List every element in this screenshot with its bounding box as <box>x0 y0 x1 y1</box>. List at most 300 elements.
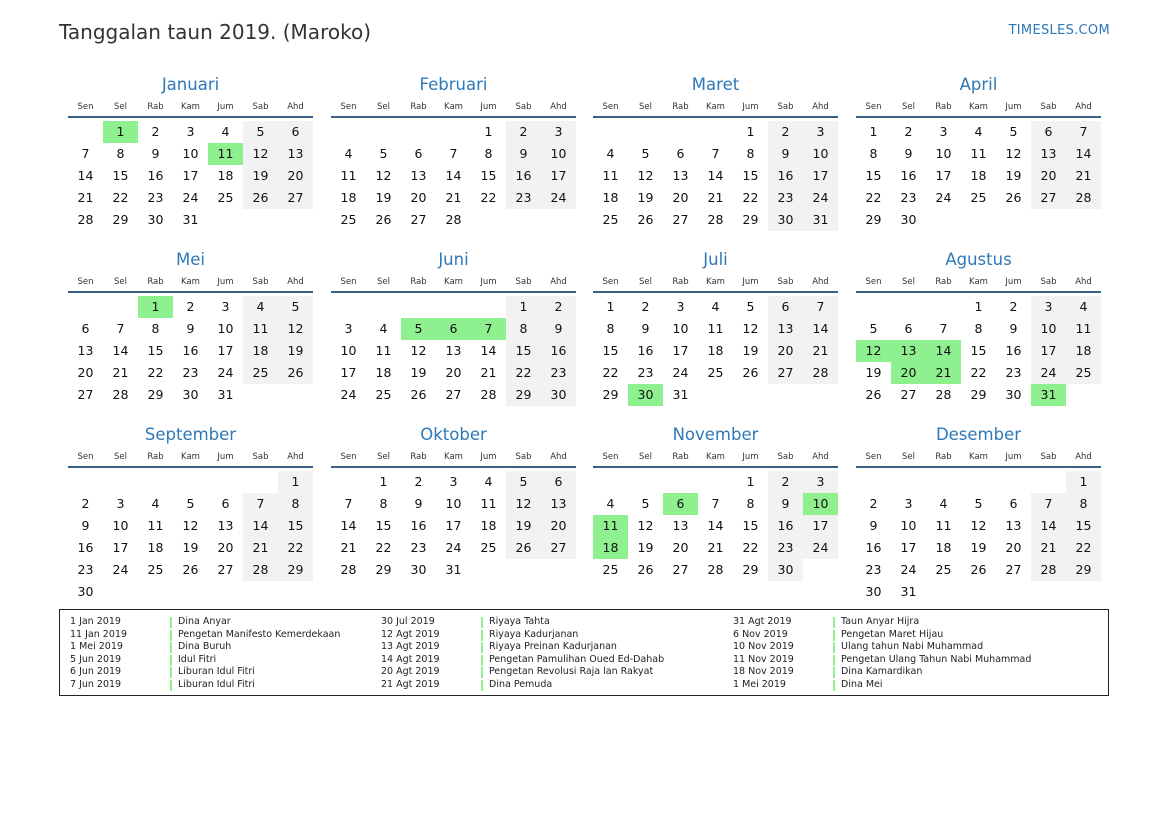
day-cell[interactable]: 1 <box>484 124 493 139</box>
day-cell[interactable]: 7 <box>939 321 948 336</box>
day-cell[interactable]: 7 <box>449 146 458 161</box>
day-cell[interactable]: 12 <box>970 518 987 533</box>
day-cell[interactable]: 16 <box>768 515 803 537</box>
day-cell[interactable]: 18 <box>707 343 724 358</box>
day-cell[interactable]: 15 <box>375 518 392 533</box>
day-cell[interactable]: 6 <box>904 321 913 336</box>
day-cell[interactable]: 24 <box>445 540 462 555</box>
holiday-day-cell[interactable]: 12 <box>856 340 891 362</box>
day-cell[interactable]: 7 <box>711 496 720 511</box>
day-cell[interactable]: 3 <box>676 299 685 314</box>
day-cell[interactable]: 20 <box>278 165 313 187</box>
day-cell[interactable]: 26 <box>637 212 654 227</box>
day-cell[interactable]: 16 <box>182 343 199 358</box>
day-cell[interactable]: 5 <box>186 496 195 511</box>
day-cell[interactable]: 3 <box>939 124 948 139</box>
day-cell[interactable]: 30 <box>410 562 427 577</box>
day-cell[interactable]: 23 <box>900 190 917 205</box>
day-cell[interactable]: 29 <box>865 212 882 227</box>
day-cell[interactable]: 30 <box>1005 387 1022 402</box>
day-cell[interactable]: 1 <box>746 474 755 489</box>
day-cell[interactable]: 1 <box>869 124 878 139</box>
day-cell[interactable]: 19 <box>865 365 882 380</box>
day-cell[interactable]: 6 <box>768 296 803 318</box>
day-cell[interactable]: 4 <box>606 496 615 511</box>
day-cell[interactable]: 5 <box>379 146 388 161</box>
day-cell[interactable]: 30 <box>865 584 882 599</box>
day-cell[interactable]: 20 <box>1005 540 1022 555</box>
day-cell[interactable]: 8 <box>746 146 755 161</box>
day-cell[interactable]: 25 <box>375 387 392 402</box>
day-cell[interactable]: 10 <box>935 146 952 161</box>
day-cell[interactable]: 24 <box>1031 362 1066 384</box>
day-cell[interactable]: 19 <box>410 365 427 380</box>
day-cell[interactable]: 6 <box>676 146 685 161</box>
day-cell[interactable]: 13 <box>541 493 576 515</box>
day-cell[interactable]: 3 <box>803 471 838 493</box>
day-cell[interactable]: 27 <box>410 212 427 227</box>
day-cell[interactable]: 12 <box>637 518 654 533</box>
day-cell[interactable]: 10 <box>1031 318 1066 340</box>
day-cell[interactable]: 30 <box>768 559 803 581</box>
day-cell[interactable]: 2 <box>768 121 803 143</box>
day-cell[interactable]: 4 <box>711 299 720 314</box>
holiday-day-cell[interactable]: 18 <box>593 537 628 559</box>
day-cell[interactable]: 11 <box>602 168 619 183</box>
day-cell[interactable]: 20 <box>217 540 234 555</box>
holiday-day-cell[interactable]: 14 <box>926 340 961 362</box>
day-cell[interactable]: 10 <box>217 321 234 336</box>
day-cell[interactable]: 18 <box>147 540 164 555</box>
day-cell[interactable]: 7 <box>116 321 125 336</box>
day-cell[interactable]: 4 <box>939 496 948 511</box>
day-cell[interactable]: 29 <box>1066 559 1101 581</box>
day-cell[interactable]: 12 <box>410 343 427 358</box>
day-cell[interactable]: 1 <box>379 474 388 489</box>
day-cell[interactable]: 18 <box>970 168 987 183</box>
day-cell[interactable]: 9 <box>869 518 878 533</box>
day-cell[interactable]: 30 <box>541 384 576 406</box>
day-cell[interactable]: 6 <box>221 496 230 511</box>
day-cell[interactable]: 23 <box>768 537 803 559</box>
day-cell[interactable]: 23 <box>1005 365 1022 380</box>
day-cell[interactable]: 22 <box>742 190 759 205</box>
day-cell[interactable]: 23 <box>768 187 803 209</box>
day-cell[interactable]: 20 <box>1031 165 1066 187</box>
day-cell[interactable]: 8 <box>606 321 615 336</box>
holiday-day-cell[interactable]: 6 <box>436 318 471 340</box>
day-cell[interactable]: 28 <box>707 562 724 577</box>
day-cell[interactable]: 17 <box>1031 340 1066 362</box>
day-cell[interactable]: 10 <box>182 146 199 161</box>
day-cell[interactable]: 21 <box>340 540 357 555</box>
day-cell[interactable]: 5 <box>869 321 878 336</box>
day-cell[interactable]: 12 <box>375 168 392 183</box>
day-cell[interactable]: 22 <box>970 365 987 380</box>
day-cell[interactable]: 2 <box>541 296 576 318</box>
day-cell[interactable]: 22 <box>1066 537 1101 559</box>
day-cell[interactable]: 13 <box>278 143 313 165</box>
day-cell[interactable]: 18 <box>375 365 392 380</box>
day-cell[interactable]: 2 <box>641 299 650 314</box>
day-cell[interactable]: 21 <box>112 365 129 380</box>
day-cell[interactable]: 6 <box>278 121 313 143</box>
day-cell[interactable]: 11 <box>1066 318 1101 340</box>
day-cell[interactable]: 25 <box>602 562 619 577</box>
day-cell[interactable]: 6 <box>1031 121 1066 143</box>
day-cell[interactable]: 25 <box>480 540 497 555</box>
day-cell[interactable]: 17 <box>541 165 576 187</box>
day-cell[interactable]: 3 <box>449 474 458 489</box>
day-cell[interactable]: 20 <box>541 515 576 537</box>
day-cell[interactable]: 8 <box>151 321 160 336</box>
day-cell[interactable]: 9 <box>1009 321 1018 336</box>
day-cell[interactable]: 28 <box>112 387 129 402</box>
day-cell[interactable]: 24 <box>217 365 234 380</box>
day-cell[interactable]: 5 <box>974 496 983 511</box>
day-cell[interactable]: 22 <box>480 190 497 205</box>
day-cell[interactable]: 11 <box>340 168 357 183</box>
day-cell[interactable]: 5 <box>641 496 650 511</box>
day-cell[interactable]: 15 <box>742 168 759 183</box>
day-cell[interactable]: 10 <box>803 143 838 165</box>
day-cell[interactable]: 21 <box>480 365 497 380</box>
day-cell[interactable]: 15 <box>112 168 129 183</box>
day-cell[interactable]: 8 <box>506 318 541 340</box>
day-cell[interactable]: 27 <box>672 212 689 227</box>
day-cell[interactable]: 30 <box>77 584 94 599</box>
day-cell[interactable]: 30 <box>900 212 917 227</box>
day-cell[interactable]: 15 <box>602 343 619 358</box>
day-cell[interactable]: 19 <box>1005 168 1022 183</box>
day-cell[interactable]: 12 <box>506 493 541 515</box>
day-cell[interactable]: 16 <box>1005 343 1022 358</box>
day-cell[interactable]: 13 <box>672 518 689 533</box>
day-cell[interactable]: 7 <box>243 493 278 515</box>
day-cell[interactable]: 26 <box>1005 190 1022 205</box>
day-cell[interactable]: 26 <box>865 387 882 402</box>
day-cell[interactable]: 8 <box>974 321 983 336</box>
day-cell[interactable]: 24 <box>935 190 952 205</box>
day-cell[interactable]: 24 <box>182 190 199 205</box>
day-cell[interactable]: 19 <box>506 515 541 537</box>
day-cell[interactable]: 24 <box>340 387 357 402</box>
day-cell[interactable]: 19 <box>637 190 654 205</box>
day-cell[interactable]: 16 <box>506 165 541 187</box>
day-cell[interactable]: 19 <box>243 165 278 187</box>
day-cell[interactable]: 28 <box>707 212 724 227</box>
day-cell[interactable]: 17 <box>340 365 357 380</box>
day-cell[interactable]: 1 <box>606 299 615 314</box>
day-cell[interactable]: 23 <box>865 562 882 577</box>
holiday-day-cell[interactable]: 5 <box>401 318 436 340</box>
day-cell[interactable]: 22 <box>602 365 619 380</box>
day-cell[interactable]: 9 <box>768 493 803 515</box>
site-link[interactable]: TIMESLES.COM <box>1008 23 1110 38</box>
day-cell[interactable]: 14 <box>480 343 497 358</box>
day-cell[interactable]: 24 <box>803 187 838 209</box>
day-cell[interactable]: 7 <box>711 146 720 161</box>
day-cell[interactable]: 23 <box>77 562 94 577</box>
day-cell[interactable]: 16 <box>637 343 654 358</box>
day-cell[interactable]: 23 <box>506 187 541 209</box>
day-cell[interactable]: 13 <box>672 168 689 183</box>
day-cell[interactable]: 14 <box>340 518 357 533</box>
day-cell[interactable]: 23 <box>541 362 576 384</box>
day-cell[interactable]: 9 <box>506 143 541 165</box>
day-cell[interactable]: 22 <box>865 190 882 205</box>
day-cell[interactable]: 2 <box>81 496 90 511</box>
day-cell[interactable]: 9 <box>151 146 160 161</box>
day-cell[interactable]: 29 <box>147 387 164 402</box>
day-cell[interactable]: 2 <box>904 124 913 139</box>
day-cell[interactable]: 24 <box>672 365 689 380</box>
day-cell[interactable]: 27 <box>1005 562 1022 577</box>
day-cell[interactable]: 21 <box>445 190 462 205</box>
day-cell[interactable]: 31 <box>672 387 689 402</box>
day-cell[interactable]: 11 <box>147 518 164 533</box>
day-cell[interactable]: 4 <box>243 296 278 318</box>
day-cell[interactable]: 17 <box>217 343 234 358</box>
day-cell[interactable]: 9 <box>81 518 90 533</box>
day-cell[interactable]: 8 <box>1066 493 1101 515</box>
day-cell[interactable]: 27 <box>1031 187 1066 209</box>
day-cell[interactable]: 27 <box>672 562 689 577</box>
day-cell[interactable]: 24 <box>803 537 838 559</box>
day-cell[interactable]: 1 <box>506 296 541 318</box>
holiday-day-cell[interactable]: 20 <box>891 362 926 384</box>
day-cell[interactable]: 20 <box>77 365 94 380</box>
day-cell[interactable]: 21 <box>1031 537 1066 559</box>
day-cell[interactable]: 28 <box>340 562 357 577</box>
day-cell[interactable]: 2 <box>1009 299 1018 314</box>
holiday-day-cell[interactable]: 11 <box>593 515 628 537</box>
day-cell[interactable]: 13 <box>768 318 803 340</box>
day-cell[interactable]: 18 <box>243 340 278 362</box>
day-cell[interactable]: 28 <box>1031 559 1066 581</box>
day-cell[interactable]: 11 <box>935 518 952 533</box>
day-cell[interactable]: 28 <box>803 362 838 384</box>
day-cell[interactable]: 2 <box>186 299 195 314</box>
day-cell[interactable]: 27 <box>217 562 234 577</box>
day-cell[interactable]: 26 <box>637 562 654 577</box>
day-cell[interactable]: 17 <box>803 165 838 187</box>
day-cell[interactable]: 18 <box>1066 340 1101 362</box>
day-cell[interactable]: 14 <box>1066 143 1101 165</box>
day-cell[interactable]: 20 <box>410 190 427 205</box>
day-cell[interactable]: 25 <box>707 365 724 380</box>
day-cell[interactable]: 4 <box>151 496 160 511</box>
day-cell[interactable]: 10 <box>672 321 689 336</box>
day-cell[interactable]: 7 <box>1066 121 1101 143</box>
day-cell[interactable]: 2 <box>151 124 160 139</box>
day-cell[interactable]: 16 <box>77 540 94 555</box>
day-cell[interactable]: 14 <box>707 518 724 533</box>
day-cell[interactable]: 13 <box>445 343 462 358</box>
day-cell[interactable]: 21 <box>707 540 724 555</box>
day-cell[interactable]: 15 <box>506 340 541 362</box>
day-cell[interactable]: 18 <box>602 190 619 205</box>
day-cell[interactable]: 19 <box>742 343 759 358</box>
day-cell[interactable]: 14 <box>112 343 129 358</box>
day-cell[interactable]: 15 <box>147 343 164 358</box>
day-cell[interactable]: 19 <box>278 340 313 362</box>
day-cell[interactable]: 26 <box>970 562 987 577</box>
day-cell[interactable]: 7 <box>81 146 90 161</box>
day-cell[interactable]: 3 <box>541 121 576 143</box>
day-cell[interactable]: 13 <box>410 168 427 183</box>
day-cell[interactable]: 26 <box>410 387 427 402</box>
day-cell[interactable]: 21 <box>707 190 724 205</box>
day-cell[interactable]: 13 <box>77 343 94 358</box>
day-cell[interactable]: 10 <box>340 343 357 358</box>
day-cell[interactable]: 5 <box>746 299 755 314</box>
day-cell[interactable]: 8 <box>379 496 388 511</box>
day-cell[interactable]: 19 <box>970 540 987 555</box>
day-cell[interactable]: 15 <box>970 343 987 358</box>
day-cell[interactable]: 16 <box>147 168 164 183</box>
day-cell[interactable]: 24 <box>541 187 576 209</box>
day-cell[interactable]: 20 <box>672 190 689 205</box>
day-cell[interactable]: 1 <box>974 299 983 314</box>
day-cell[interactable]: 3 <box>221 299 230 314</box>
day-cell[interactable]: 19 <box>375 190 392 205</box>
day-cell[interactable]: 14 <box>445 168 462 183</box>
day-cell[interactable]: 22 <box>112 190 129 205</box>
day-cell[interactable]: 16 <box>410 518 427 533</box>
day-cell[interactable]: 17 <box>112 540 129 555</box>
holiday-day-cell[interactable]: 1 <box>138 296 173 318</box>
day-cell[interactable]: 29 <box>506 384 541 406</box>
holiday-day-cell[interactable]: 7 <box>471 318 506 340</box>
day-cell[interactable]: 7 <box>1031 493 1066 515</box>
day-cell[interactable]: 27 <box>541 537 576 559</box>
day-cell[interactable]: 1 <box>1066 471 1101 493</box>
day-cell[interactable]: 15 <box>278 515 313 537</box>
day-cell[interactable]: 7 <box>344 496 353 511</box>
day-cell[interactable]: 24 <box>112 562 129 577</box>
day-cell[interactable]: 8 <box>746 496 755 511</box>
day-cell[interactable]: 29 <box>112 212 129 227</box>
day-cell[interactable]: 8 <box>278 493 313 515</box>
day-cell[interactable]: 10 <box>445 496 462 511</box>
day-cell[interactable]: 25 <box>147 562 164 577</box>
day-cell[interactable]: 2 <box>768 471 803 493</box>
day-cell[interactable]: 18 <box>480 518 497 533</box>
day-cell[interactable]: 18 <box>217 168 234 183</box>
day-cell[interactable]: 19 <box>182 540 199 555</box>
day-cell[interactable]: 26 <box>742 365 759 380</box>
day-cell[interactable]: 18 <box>340 190 357 205</box>
day-cell[interactable]: 6 <box>541 471 576 493</box>
day-cell[interactable]: 29 <box>742 562 759 577</box>
day-cell[interactable]: 29 <box>742 212 759 227</box>
day-cell[interactable]: 26 <box>375 212 392 227</box>
day-cell[interactable]: 3 <box>1031 296 1066 318</box>
day-cell[interactable]: 21 <box>803 340 838 362</box>
day-cell[interactable]: 2 <box>869 496 878 511</box>
day-cell[interactable]: 28 <box>1066 187 1101 209</box>
day-cell[interactable]: 31 <box>445 562 462 577</box>
day-cell[interactable]: 14 <box>803 318 838 340</box>
day-cell[interactable]: 16 <box>900 168 917 183</box>
day-cell[interactable]: 31 <box>900 584 917 599</box>
day-cell[interactable]: 18 <box>935 540 952 555</box>
day-cell[interactable]: 5 <box>278 296 313 318</box>
day-cell[interactable]: 9 <box>414 496 423 511</box>
day-cell[interactable]: 21 <box>77 190 94 205</box>
day-cell[interactable]: 28 <box>243 559 278 581</box>
day-cell[interactable]: 28 <box>445 212 462 227</box>
day-cell[interactable]: 4 <box>484 474 493 489</box>
holiday-day-cell[interactable]: 13 <box>891 340 926 362</box>
day-cell[interactable]: 6 <box>81 321 90 336</box>
day-cell[interactable]: 20 <box>768 340 803 362</box>
holiday-day-cell[interactable]: 30 <box>628 384 663 406</box>
day-cell[interactable]: 23 <box>410 540 427 555</box>
day-cell[interactable]: 5 <box>641 146 650 161</box>
day-cell[interactable]: 3 <box>186 124 195 139</box>
day-cell[interactable]: 28 <box>935 387 952 402</box>
day-cell[interactable]: 22 <box>375 540 392 555</box>
day-cell[interactable]: 26 <box>278 362 313 384</box>
day-cell[interactable]: 26 <box>182 562 199 577</box>
day-cell[interactable]: 29 <box>278 559 313 581</box>
day-cell[interactable]: 11 <box>707 321 724 336</box>
day-cell[interactable]: 22 <box>278 537 313 559</box>
day-cell[interactable]: 9 <box>768 143 803 165</box>
day-cell[interactable]: 21 <box>1066 165 1101 187</box>
day-cell[interactable]: 25 <box>243 362 278 384</box>
day-cell[interactable]: 27 <box>278 187 313 209</box>
day-cell[interactable]: 15 <box>865 168 882 183</box>
day-cell[interactable]: 8 <box>116 146 125 161</box>
day-cell[interactable]: 3 <box>116 496 125 511</box>
day-cell[interactable]: 8 <box>484 146 493 161</box>
day-cell[interactable]: 6 <box>414 146 423 161</box>
day-cell[interactable]: 28 <box>77 212 94 227</box>
day-cell[interactable]: 3 <box>803 121 838 143</box>
day-cell[interactable]: 30 <box>147 212 164 227</box>
day-cell[interactable]: 9 <box>541 318 576 340</box>
day-cell[interactable]: 29 <box>375 562 392 577</box>
day-cell[interactable]: 11 <box>970 146 987 161</box>
day-cell[interactable]: 27 <box>900 387 917 402</box>
day-cell[interactable]: 15 <box>1066 515 1101 537</box>
day-cell[interactable]: 25 <box>602 212 619 227</box>
day-cell[interactable]: 22 <box>742 540 759 555</box>
day-cell[interactable]: 2 <box>414 474 423 489</box>
day-cell[interactable]: 12 <box>1005 146 1022 161</box>
day-cell[interactable]: 1 <box>746 124 755 139</box>
day-cell[interactable]: 13 <box>217 518 234 533</box>
day-cell[interactable]: 4 <box>606 146 615 161</box>
holiday-day-cell[interactable]: 11 <box>208 143 243 165</box>
day-cell[interactable]: 6 <box>1009 496 1018 511</box>
day-cell[interactable]: 16 <box>541 340 576 362</box>
day-cell[interactable]: 12 <box>278 318 313 340</box>
day-cell[interactable]: 19 <box>637 540 654 555</box>
day-cell[interactable]: 17 <box>900 540 917 555</box>
day-cell[interactable]: 20 <box>672 540 689 555</box>
day-cell[interactable]: 30 <box>768 209 803 231</box>
day-cell[interactable]: 17 <box>672 343 689 358</box>
day-cell[interactable]: 31 <box>803 209 838 231</box>
day-cell[interactable]: 20 <box>445 365 462 380</box>
day-cell[interactable]: 22 <box>506 362 541 384</box>
holiday-day-cell[interactable]: 31 <box>1031 384 1066 406</box>
holiday-day-cell[interactable]: 10 <box>803 493 838 515</box>
